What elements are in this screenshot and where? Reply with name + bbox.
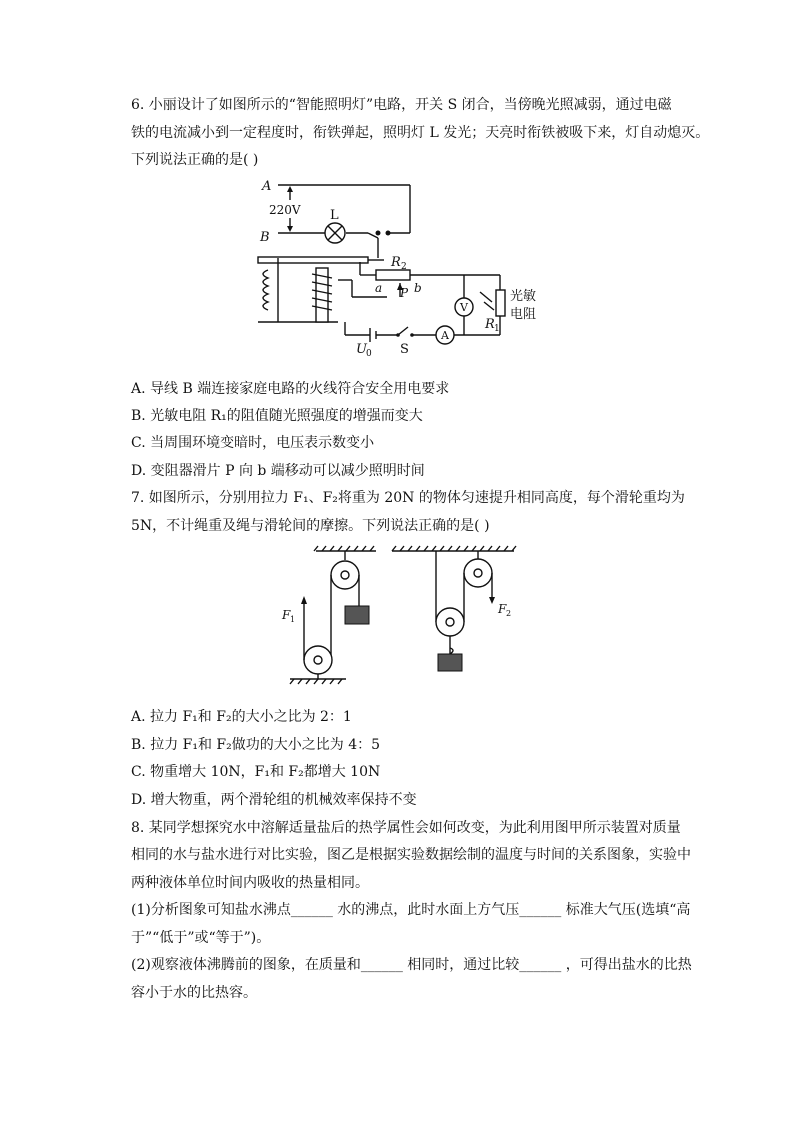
q7-stem-line-2: 5N，不计绳重及绳与滑轮间的摩擦。下列说法正确的是( ) [131,518,490,534]
q7-pulley-figure [270,540,530,690]
label-b-end: b [414,281,422,295]
label-ammeter: A [441,329,449,342]
label-f2-sub: 2 [506,609,512,618]
label-a: A [262,179,272,194]
label-f2: F [498,602,507,616]
label-switch-s: S [400,342,409,357]
label-voltmeter: V [460,301,468,314]
q6-stem-line-3: 下列说法正确的是( ) [131,152,259,168]
label-f1: F [282,608,291,622]
q6-stem-line-1: 6. 小丽设计了如图所示的“智能照明灯”电路，开关 S 闭合，当傍晚光照减弱，通过电磁 [131,97,672,113]
label-photo-2: 电阻 [510,307,537,322]
label-u0: U [356,342,367,357]
label-a-end: a [375,281,383,295]
q8-part-2-line-2: 容小于水的比热容。 [131,985,257,1001]
label-r1-sub: 1 [494,324,500,334]
label-f1-sub: 1 [290,615,296,624]
q8-part-1-line-2: 于”“低于”或“等于”)。 [131,930,271,946]
right-weight [438,654,462,671]
label-u0-sub: 0 [366,349,372,359]
q6-option-d: D. 变阻器滑片 P 向 b 端移动可以减少照明时间 [131,463,425,479]
q7-stem-line-1: 7. 如图所示，分别用拉力 F₁、F₂将重为 20N 的物体匀速提升相同高度，每个滑轮重均为 [131,490,685,506]
label-r2: R [391,255,401,270]
left-weight [345,606,369,624]
label-lamp: L [330,208,339,223]
q6-option-c: C. 当周围环境变暗时，电压表示数变小 [131,435,375,451]
q8-stem-line-1: 8. 某同学想探究水中溶解适量盐后的热学属性会如何改变，为此利用图甲所示装置对质量 [131,820,681,836]
q6-stem-line-2: 铁的电流减小到一定程度时，衔铁弹起，照明灯 L 发光；天亮时衔铁被吸下来，灯自动熄灭。 [131,125,710,141]
q6-option-b: B. 光敏电阻 R₁的阻值随光照强度的增强而变大 [131,408,423,424]
q8-stem-line-3: 两种液体单位时间内吸收的热量相同。 [131,875,369,891]
label-r1: R [485,317,495,332]
q7-option-c: C. 物重增大 10N，F₁和 F₂都增大 10N [131,764,381,780]
q6-option-a: A. 导线 B 端连接家庭电路的火线符合安全用电要求 [131,381,450,397]
photoresistor-r1 [496,290,505,316]
label-slider-p: P [400,286,409,300]
label-voltage: 220V [269,203,301,217]
q8-part-2-line-1: (2)观察液体沸腾前的图象，在质量和______ 相同时，通过比较______ ，可得出盐水的比热 [131,957,692,973]
q7-option-d: D. 增大物重，两个滑轮组的机械效率保持不变 [131,792,417,808]
q8-stem-line-2: 相同的水与盐水进行对比实验，图乙是根据实验数据绘制的温度与时间的关系图象，实验中 [131,847,691,863]
q7-option-a: A. 拉力 F₁和 F₂的大小之比为 2：1 [131,709,352,725]
label-r2-sub: 2 [401,262,407,272]
q6-circuit-figure [250,172,540,362]
q8-part-1-line-1: (1)分析图象可知盐水沸点______ 水的沸点，此时水面上方气压______ 标准大气压(选填“高 [131,902,691,918]
label-photo-1: 光敏 [510,289,537,304]
q7-option-b: B. 拉力 F₁和 F₂做功的大小之比为 4：5 [131,737,381,753]
label-b: B [260,230,270,245]
